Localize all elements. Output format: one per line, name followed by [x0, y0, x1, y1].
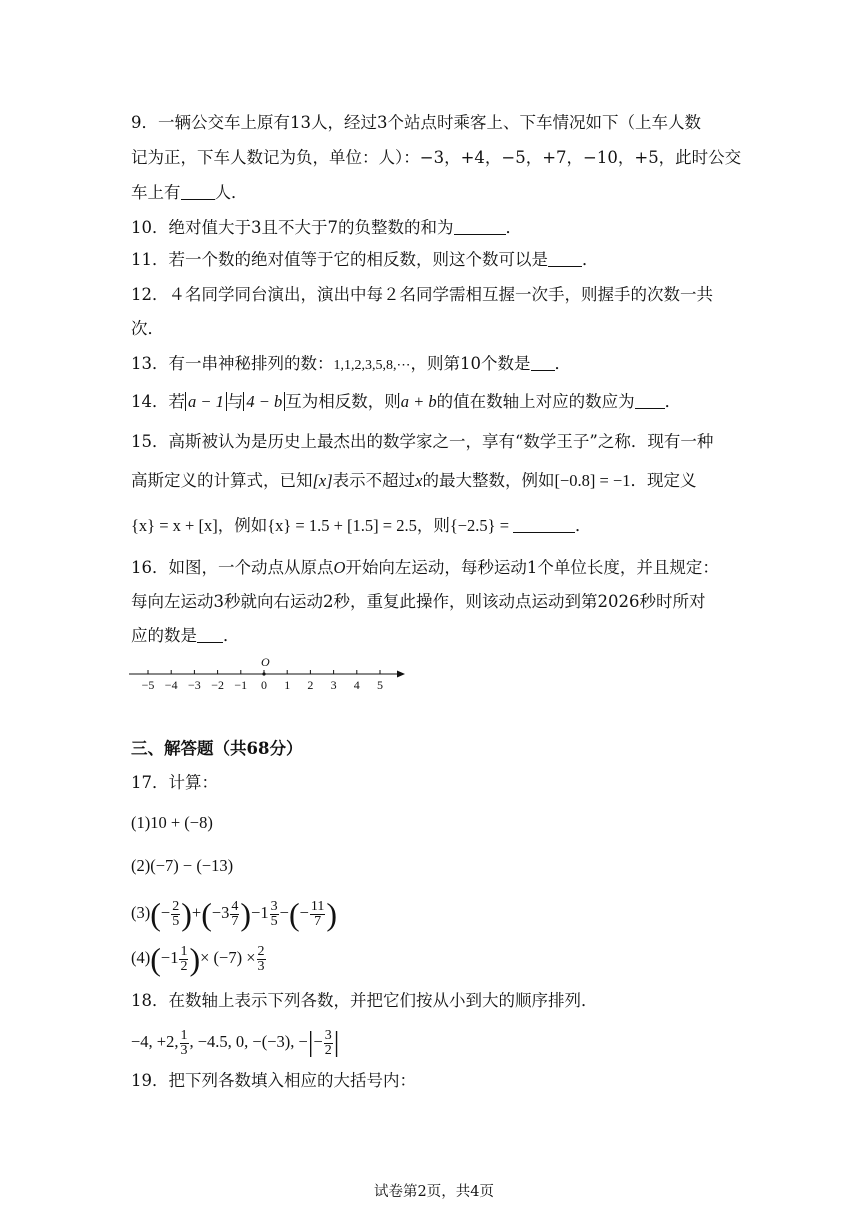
q18-numbers: −4, +2, $\frac{1}{3}$ , −4.5, 0, −(−3), −|− $\frac{3}{2}$ |: [131, 1027, 340, 1059]
q17-part1: [131, 812, 213, 834]
q9-line1: 9．一辆公交车上原有13人，经过3个站点时乘客上、下车情况如下（上车人数: [131, 113, 701, 132]
q19-title: 19．把下列各数填入相应的大括号内：: [131, 1071, 416, 1090]
tick-label: −5: [141, 678, 155, 692]
q17-part3-frac4: $\frac{11}{7}$: [310, 898, 325, 929]
q16-text-a: 16．如图，一个动点从原点: [131, 558, 334, 577]
q13: [131, 353, 571, 377]
page-footer: 试卷第2页，共4页: [374, 1184, 494, 1200]
q15-floor-x: [x]: [312, 471, 333, 490]
q16-end: ．: [223, 626, 240, 645]
tick-label: 0: [261, 678, 267, 692]
q14-text-c: 互为相反数，则: [285, 392, 401, 411]
tick-label: 3: [330, 678, 337, 692]
q18-frac-one-third: $\frac{1}{3}$: [180, 1027, 188, 1058]
q15-line2: [131, 470, 697, 492]
q15-example1: [−0.8] = −1: [554, 471, 631, 490]
q16-line2: 每向左运动3秒就向右运动2秒，重复此操作，则该动点运动到第2026秒时所对: [131, 592, 706, 611]
q17-part1-expr: 10 + (−8): [150, 813, 213, 832]
q17-part3-whole3: −1: [251, 903, 269, 922]
q15-example2: {x} = 1.5 + [1.5] = 2.5: [267, 516, 417, 535]
q15-question-expr: {−2.5} =: [449, 516, 510, 535]
q16-text-c: 开始向左运动，每秒运动1个单位长度，并且规定：: [345, 558, 719, 577]
q16-origin: O: [333, 558, 346, 577]
q17-part3: (3)(− $\frac{2}{5}$ )+(−3 $\frac{4}{7}$ )−1 $\frac{3}{5}$ −(− $\frac{11}{7}$ ): [131, 896, 338, 933]
tick-label: −4: [164, 678, 178, 692]
tick-label: 4: [353, 678, 360, 692]
number-line-ticks: [142, 670, 383, 692]
q17-part3-frac1: $\frac{2}{5}$: [172, 898, 180, 929]
q17-part3-label: (3): [131, 903, 151, 922]
tick-label: 1: [284, 678, 291, 692]
q16-answer-blank: [197, 626, 223, 643]
q13-text-b: ，则第10个数是: [410, 354, 531, 373]
q16-line1: [131, 557, 719, 579]
q17-part2-expr: (−7) − (−13): [150, 856, 234, 875]
q9-text-b: 人．: [214, 183, 248, 202]
q10-answer-blank: [454, 218, 506, 235]
q14-text-d: 的值在数轴上对应的数应为: [436, 392, 635, 411]
q12-line2: 次．: [131, 319, 164, 338]
q11-end: ．: [582, 250, 599, 269]
q15-x: x: [415, 471, 423, 490]
q14-end: ．: [664, 392, 682, 411]
q15-text-c: 表示不超过: [332, 471, 416, 490]
q14-text-a: 14．若: [131, 392, 185, 411]
q10: [131, 217, 522, 239]
q11-text: 11．若一个数的绝对值等于它的相反数，则这个数可以是: [131, 250, 548, 269]
q18-list-a: −4, +2,: [131, 1032, 179, 1051]
q11: [131, 249, 599, 271]
q18-title: 18．在数轴上表示下列各数，并把它们按从小到大的顺序排列．: [131, 991, 598, 1010]
tick-label: −3: [188, 678, 201, 692]
q13-answer-blank: [531, 354, 555, 371]
q17-part2-label: (2): [131, 856, 151, 875]
q17-part4-mid: × (−7) ×: [200, 948, 256, 967]
q16-text-a3: 应的数是: [131, 626, 197, 645]
q17-part3-whole2: −3: [211, 903, 230, 922]
q15-definition: {x} = x + [x]: [131, 516, 218, 535]
q14-abs-a-minus-1: a − 1: [185, 392, 227, 411]
q15-text-then: ，则: [416, 516, 450, 535]
q13-end: ．: [554, 354, 571, 373]
q17-part4-label: (4): [131, 948, 151, 967]
q14-abs-4-minus-b: 4 − b: [243, 392, 285, 411]
q10-end: ．: [505, 218, 522, 237]
q15-line3: [131, 515, 592, 537]
q15-text-eg: ，例如: [217, 516, 268, 535]
q17-title: 17．计算：: [131, 773, 218, 792]
q9-text-a: 车上有: [131, 183, 181, 202]
q11-answer-blank: [548, 250, 582, 267]
q9-line3: [131, 182, 248, 204]
tick-label: −1: [234, 678, 248, 692]
q17-part2: [131, 855, 233, 877]
number-line-figure: [125, 652, 410, 694]
q17-part3-frac2: $\frac{4}{7}$: [231, 898, 239, 929]
tick-label: 2: [307, 678, 314, 692]
q17-part4-frac1: $\frac{1}{2}$: [180, 943, 188, 974]
q15-end: ．: [575, 516, 592, 535]
q10-text: 10．绝对值大于3且不大于7的负整数的和为: [131, 218, 454, 237]
q14-answer-blank: [635, 392, 665, 409]
section-3-heading: 三、解答题（共68分）: [131, 739, 303, 758]
origin-point: [262, 672, 265, 675]
q17-part4: (4)(−1 $\frac{1}{2}$ )× (−7) × $\frac{2}{3}$: [131, 941, 265, 978]
q15-answer-blank: [513, 516, 575, 533]
q13-sequence: 1,1,2,3,5,8,⋯: [333, 358, 411, 373]
q15-text-e: 的最大整数，例如: [422, 471, 555, 490]
origin-label: O: [261, 655, 270, 669]
q15-text-g: ．现定义: [630, 471, 697, 490]
q9-line2: 记为正，下车人数记为负，单位：人）：−3，+4，−5，+7，−10，+5，此时公交: [131, 148, 742, 167]
q15-line1: 15．高斯被认为是历史上最杰出的数学家之一，享有“数学王子”之称．现有一种: [131, 432, 714, 451]
q14: [131, 391, 681, 413]
q17-part1-label: (1): [131, 813, 151, 832]
number-line-arrow: [397, 671, 405, 678]
q9-answer-blank: [181, 183, 215, 200]
q17-part4-whole: −1: [160, 948, 179, 967]
q17-part3-frac3: $\frac{3}{5}$: [270, 898, 278, 929]
q18-frac-three-halves: $\frac{3}{2}$: [324, 1027, 332, 1058]
q18-list-b: , −4.5, 0, −(−3), −: [189, 1032, 308, 1051]
tick-label: −2: [211, 678, 224, 692]
q15-text-a: 高斯定义的计算式，已知: [131, 471, 313, 490]
q13-text: 13．有一串神秘排列的数：: [131, 354, 334, 373]
q12-line1: 12．４名同学同台演出，演出中每２名同学需相互握一次手，则握手的次数一共: [131, 285, 713, 304]
q14-a-plus-b: a + b: [400, 392, 437, 411]
q16-line3: [131, 625, 240, 647]
q17-part4-frac2: $\frac{2}{3}$: [257, 943, 265, 974]
q14-text-b: 与: [226, 392, 244, 411]
tick-label: 5: [377, 678, 383, 692]
